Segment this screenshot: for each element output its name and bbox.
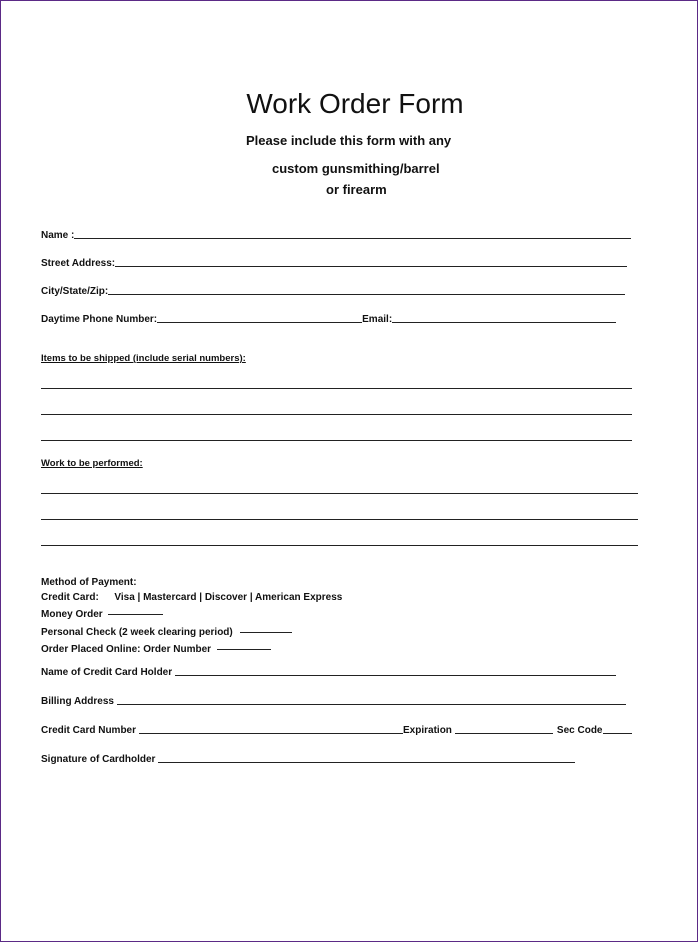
name-field[interactable] xyxy=(74,228,631,239)
street-field[interactable] xyxy=(115,256,627,267)
card-number-label: Credit Card Number xyxy=(41,725,137,736)
credit-card-label: Credit Card: xyxy=(41,591,99,603)
signature-field[interactable] xyxy=(158,752,575,763)
card-number-field[interactable] xyxy=(139,723,403,734)
payment-block xyxy=(41,576,342,658)
form-subtitle-line2: custom gunsmithing/barrel xyxy=(272,161,440,176)
email-label: Email: xyxy=(362,314,393,325)
phone-label: Daytime Phone Number: xyxy=(41,314,158,325)
street-label: Street Address: xyxy=(41,258,116,269)
cardholder-row xyxy=(41,664,616,678)
money-order-field[interactable] xyxy=(108,605,163,615)
signature-row xyxy=(41,751,575,765)
money-order-row xyxy=(41,605,342,623)
online-order-label: Order Placed Online: Order Number xyxy=(41,644,212,655)
money-order-label: Money Order xyxy=(41,609,103,620)
payment-method-label: Method of Payment: xyxy=(41,577,137,588)
credit-card-row xyxy=(41,591,342,606)
sec-code-field[interactable] xyxy=(603,723,632,734)
billing-label: Billing Address xyxy=(41,696,114,707)
form-subtitle-line1: Please include this form with any xyxy=(246,133,452,148)
expiration-field[interactable] xyxy=(455,723,553,734)
items-heading: Items to be shipped (include serial numbers): xyxy=(41,353,246,364)
work-line-2[interactable] xyxy=(41,519,638,520)
cardholder-label: Name of Credit Card Holder xyxy=(41,667,173,678)
items-line-3[interactable] xyxy=(41,440,632,441)
personal-check-label: Personal Check (2 week clearing period) xyxy=(41,626,233,638)
personal-check-row xyxy=(41,623,342,641)
items-line-2[interactable] xyxy=(41,414,632,415)
phone-field[interactable] xyxy=(157,312,362,323)
email-field[interactable] xyxy=(392,312,616,323)
expiration-label: Expiration xyxy=(403,725,452,736)
cardholder-field[interactable] xyxy=(175,665,616,676)
card-number-row xyxy=(41,722,632,736)
name-row xyxy=(41,227,631,241)
street-row xyxy=(41,255,627,269)
signature-label: Signature of Cardholder xyxy=(41,754,156,765)
form-subtitle-line3: or firearm xyxy=(326,182,387,197)
billing-field[interactable] xyxy=(117,694,626,705)
phone-row xyxy=(41,311,616,325)
personal-check-field[interactable] xyxy=(240,623,292,633)
work-line-1[interactable] xyxy=(41,493,638,494)
form-title: Work Order Form xyxy=(246,88,464,119)
online-order-row xyxy=(41,640,342,658)
work-heading: Work to be performed: xyxy=(41,458,143,469)
city-label: City/State/Zip: xyxy=(41,286,109,297)
online-order-field[interactable] xyxy=(217,640,271,650)
city-row xyxy=(41,283,625,297)
sec-code-label: Sec Code xyxy=(556,725,603,736)
name-label: Name : xyxy=(41,230,75,241)
items-line-1[interactable] xyxy=(41,388,632,389)
billing-row xyxy=(41,693,626,707)
credit-card-options[interactable]: Visa | Mastercard | Discover | American Express xyxy=(114,591,343,603)
city-field[interactable] xyxy=(108,284,625,295)
work-line-3[interactable] xyxy=(41,545,638,546)
